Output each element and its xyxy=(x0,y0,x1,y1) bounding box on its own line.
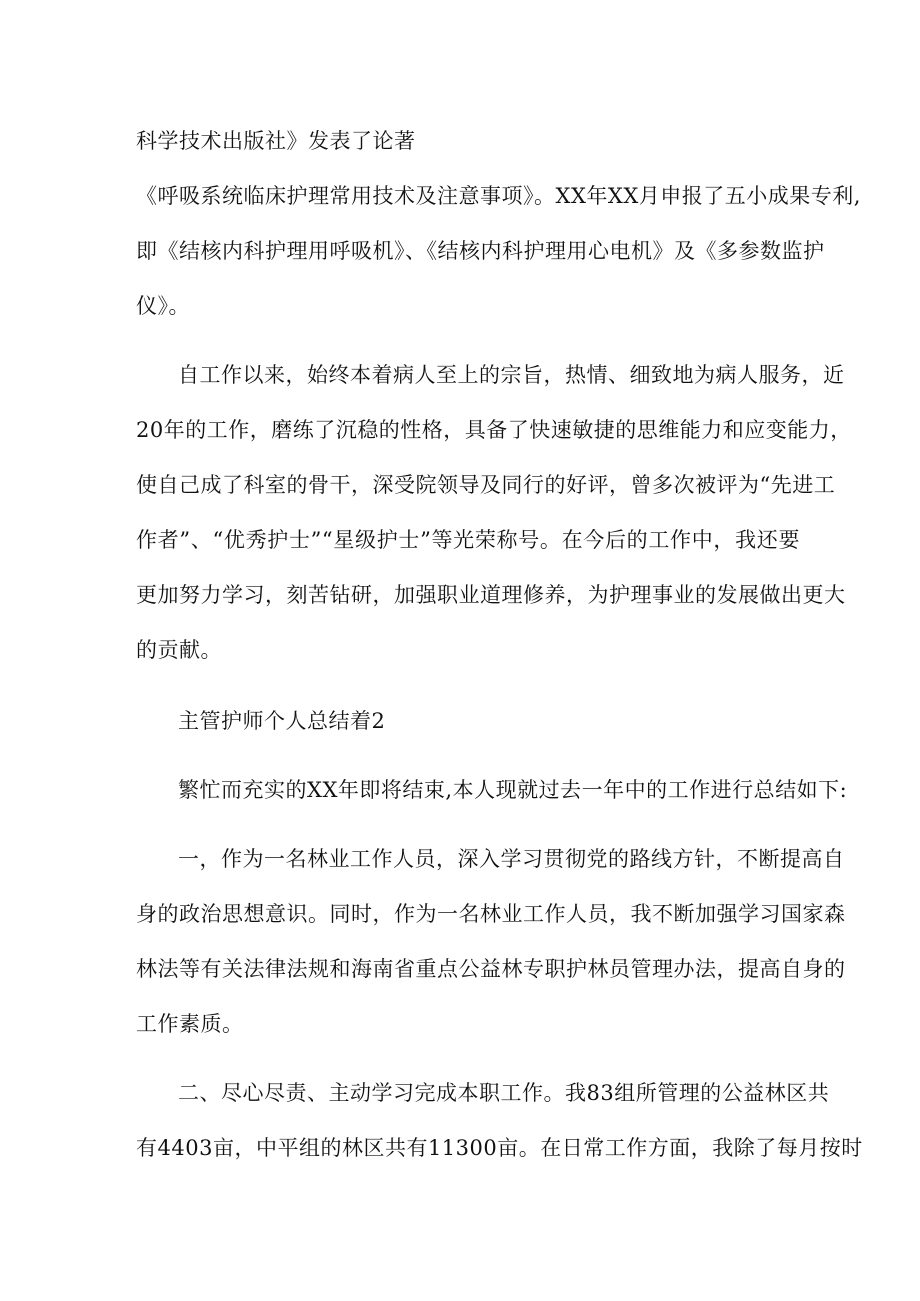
paragraph-2-line-3: 使自己成了科室的骨干，深受院领导及同行的好评，曾多次被评为“先进工 xyxy=(136,473,836,497)
paragraph-2-line-4: 作者”、“优秀护士”“星级护士”等光荣称号。在今后的工作中，我还要 xyxy=(136,528,800,552)
paragraph-5-line-1: 二、尽心尽责、主动学习完成本职工作。我83组所管理的公益林区共 xyxy=(178,1081,830,1105)
paragraph-2-line-6: 的贡献。 xyxy=(136,638,222,662)
paragraph-2-line-1: 自工作以来，始终本着病人至上的宗旨，热情、细致地为病人服务，近 xyxy=(178,363,845,387)
paragraph-4-line-4: 工作素质。 xyxy=(136,1012,244,1036)
paragraph-3-line-1: 繁忙而充实的XX年即将结束,本人现就过去一年中的工作进行总结如下: xyxy=(178,778,848,802)
paragraph-2-line-2: 20年的工作，磨练了沉稳的性格，具备了快速敏捷的思维能力和应变能力， xyxy=(136,418,852,442)
paragraph-1-line-1: 科学技术出版社》发表了论著 xyxy=(136,129,416,153)
paragraph-4-line-1: 一，作为一名林业工作人员，深入学习贯彻党的路线方针，不断提高自 xyxy=(178,847,845,871)
paragraph-2-line-5: 更加努力学习，刻苦钻研，加强职业道理修养，为护理事业的发展做出更大 xyxy=(136,583,846,607)
section-title: 主管护师个人总结着2 xyxy=(178,709,386,733)
paragraph-4-line-2: 身的政治思想意识。同时，作为一名林业工作人员，我不断加强学习国家森 xyxy=(136,902,846,926)
paragraph-1-line-4: 仪》。 xyxy=(136,294,190,318)
paragraph-5-line-2: 有4403亩，中平组的林区共有11300亩。在日常工作方面，我除了每月按时 xyxy=(136,1136,863,1160)
paragraph-4-line-3: 林法等有关法律法规和海南省重点公益林专职护林员管理办法，提高自身的 xyxy=(136,957,846,981)
paragraph-1-line-3: 即《结核内科护理用呼吸机》、《结核内科护理用心电机》及《多参数监护 xyxy=(136,239,825,263)
paragraph-1-line-2: 《呼吸系统临床护理常用技术及注意事项》。XX年XX月申报了五小成果专利, xyxy=(136,184,861,208)
